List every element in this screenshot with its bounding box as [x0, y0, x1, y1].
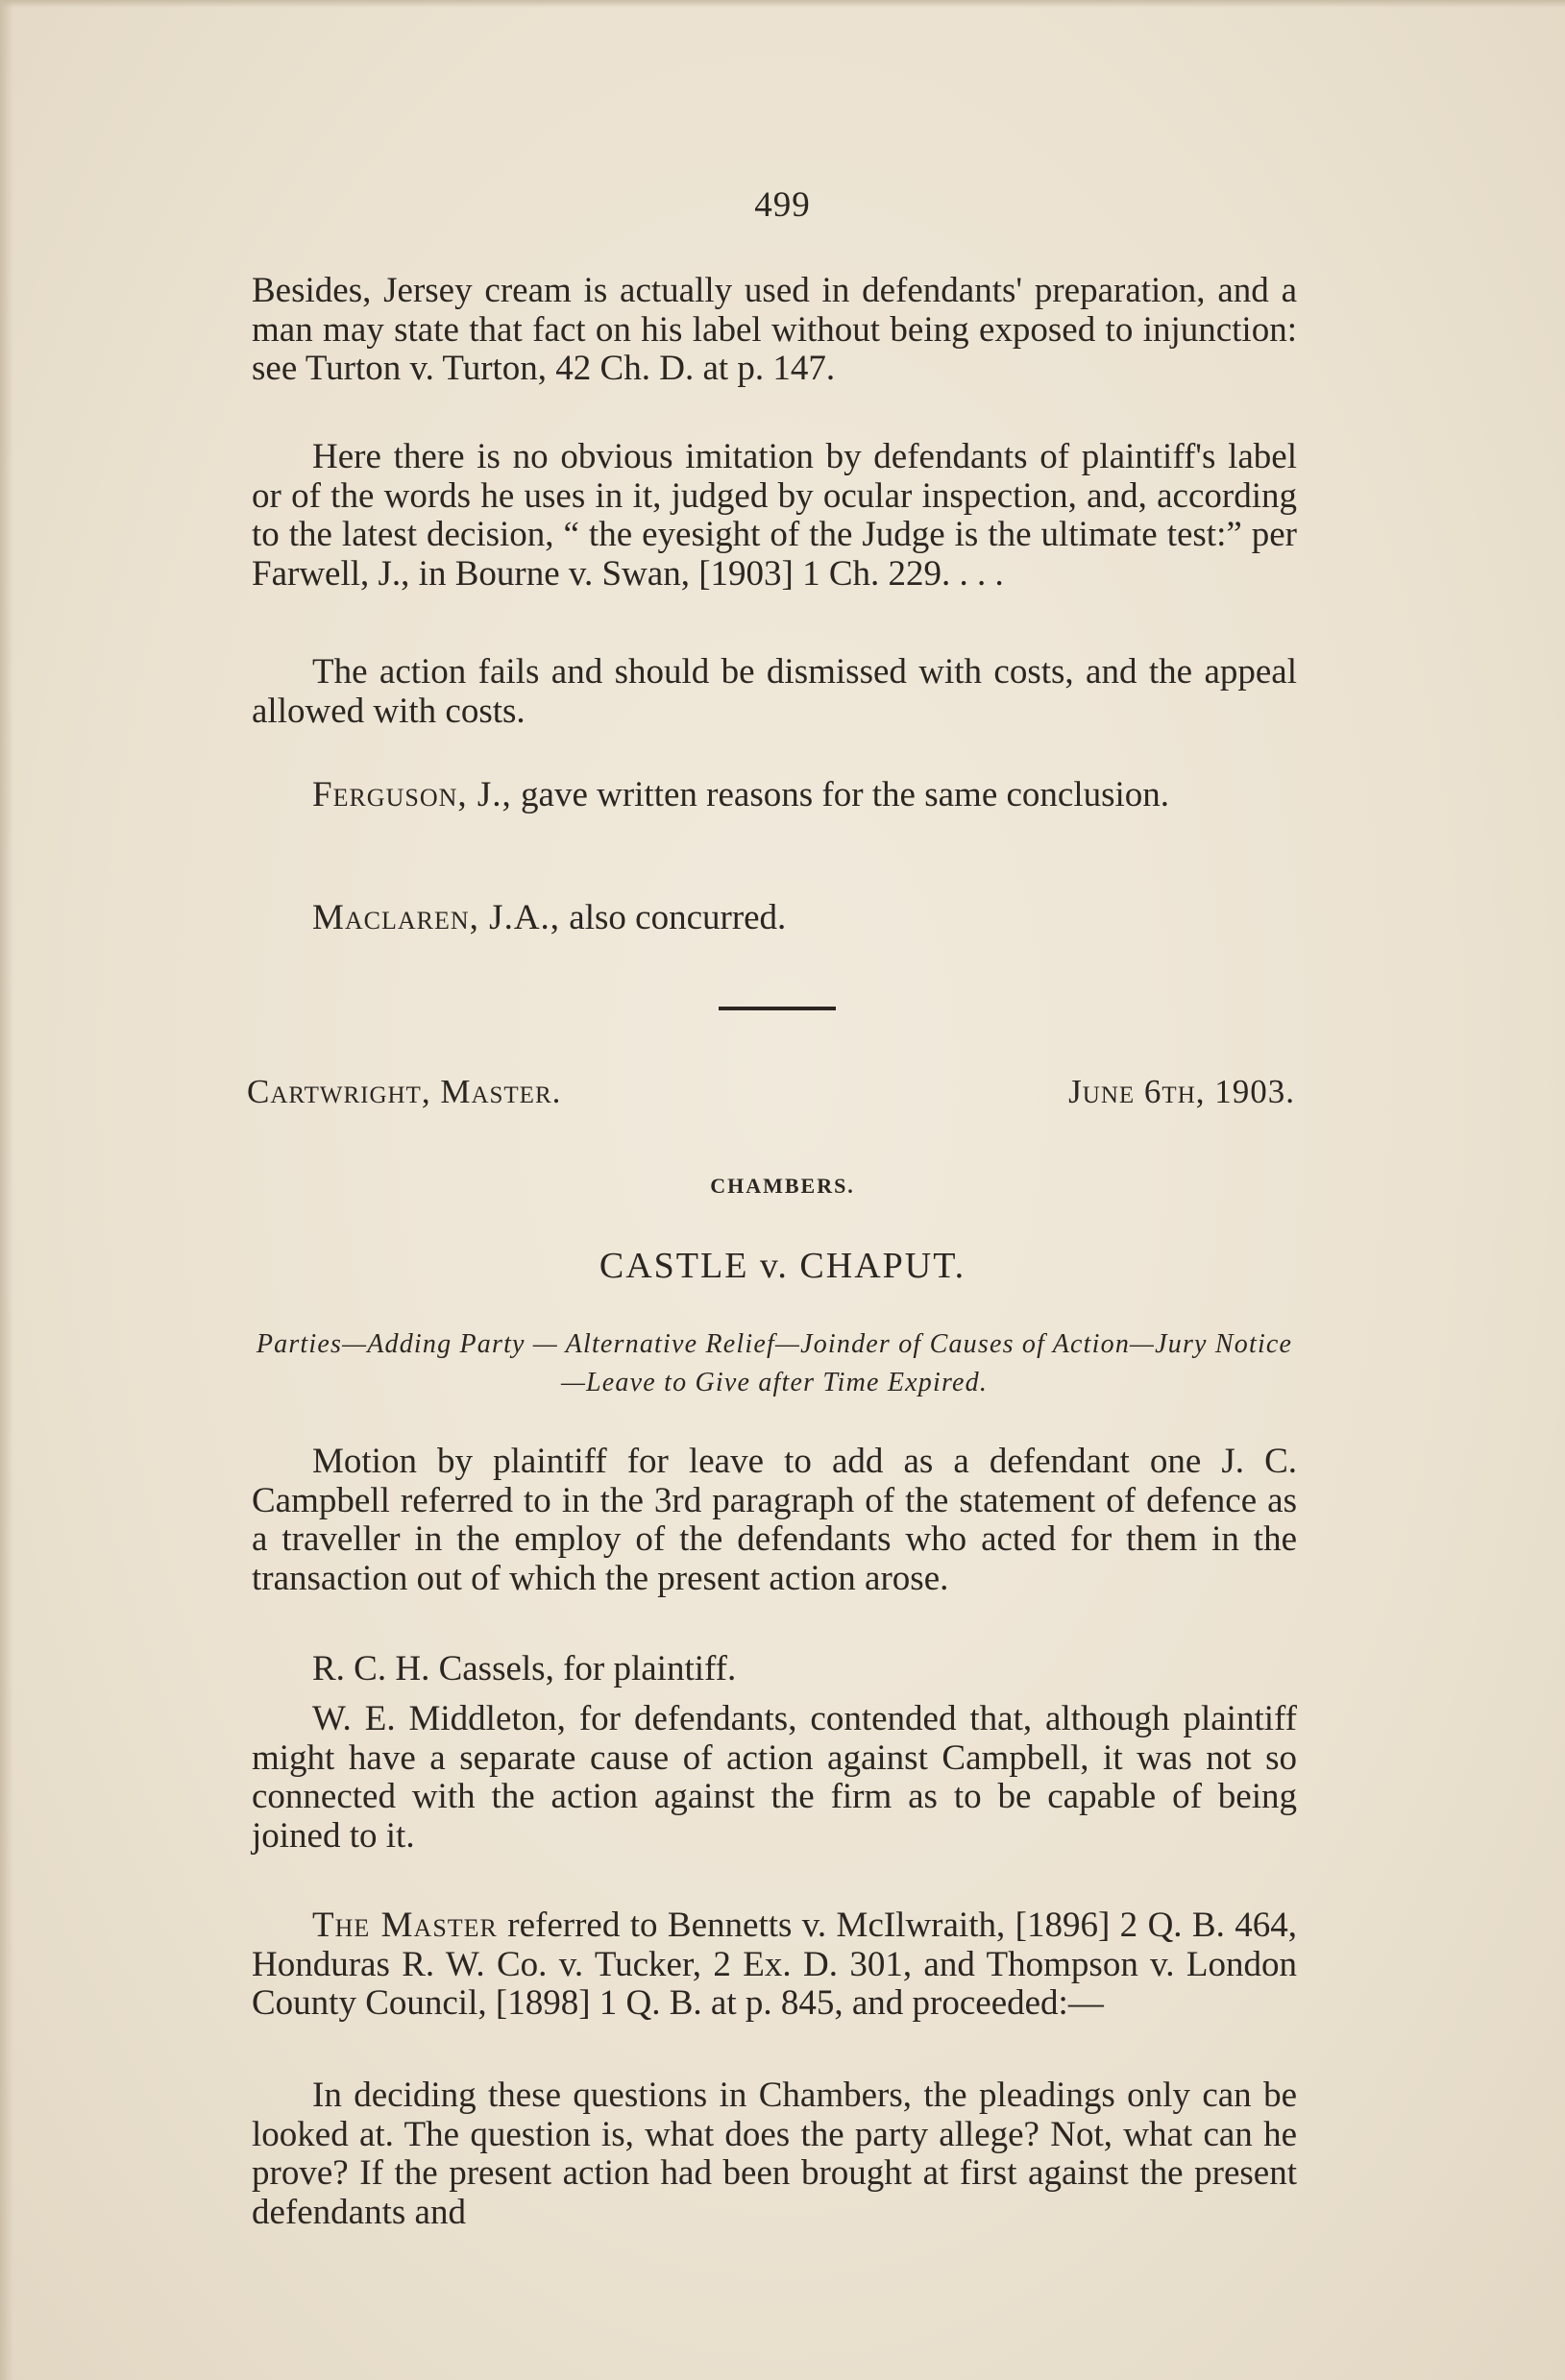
paragraph-ferguson [252, 776, 1297, 815]
court-heading: CHAMBERS. [710, 1174, 855, 1198]
paragraph-counsel-defendants: W. E. Middleton, for defendants, contended that, although plaintiff might have a separate cause of action against Campbell, it was not so connected with the action against the firm as to be capable of being joined to it. [252, 1699, 1297, 1856]
paragraph-motion: Motion by plaintiff for leave to add as a defendant one J. C. Campbell referred to in the 3rd paragraph of the statement of defence as a traveller in the employ of the defendants who acted for them in the transaction out of which the present action arose. [252, 1442, 1297, 1598]
master-referred-text: referred to Bennetts v. McIlwraith, [1896] 2 Q. B. 464, Honduras R. W. Co. v. Tucker, 2 Ex. D. 301, and Thompson v. London County Council, [1898] 1 Q. B. at p. 845, and proceeded:— [252, 1906, 1298, 2023]
maclaren-text: also concurred. [560, 898, 787, 937]
ferguson-text: gave written reasons for the same conclusion. [511, 775, 1170, 814]
top-edge-shadow [0, 0, 1565, 8]
case-title: CASTLE v. CHAPUT. [599, 1246, 966, 1286]
paragraph-counsel-plaintiff: R. C. H. Cassels, for plaintiff. [312, 1649, 737, 1688]
page-number: 499 [754, 185, 811, 225]
section-divider [719, 1007, 836, 1010]
headnote: Parties—Adding Party — Alternative Relief—Joinder of Causes of Action—Jury Notice—Leave to Give after Time Expired. [256, 1329, 1293, 1397]
paragraph-no-imitation: Here there is no obvious imitation by defendants of plaintiff's label or of the words he uses in it, judged by ocular inspection, and, according to the latest decision, “ the eyesight of the Judge is the ultimate test:” per Farwell, J., in Bourne v. Swan, [1903] 1 Ch. 229. . . . [252, 437, 1297, 594]
paragraph-deciding-questions: In deciding these questions in Chambers, the pleadings only can be looked at. The question is, what does the party allege? Not, what can he prove? If the present action had been brought at first against the present defendants and [252, 2076, 1297, 2232]
judge-name-ferguson: Ferguson, J., [312, 775, 512, 814]
judge-name-maclaren: Maclaren, J.A., [312, 898, 561, 937]
case-judge: Cartwright, Master. [247, 1073, 562, 1110]
paragraph-maclaren [252, 899, 1297, 938]
paragraph-jersey-cream: Besides, Jersey cream is actually used in defendants' preparation, and a man may state that fact on his label without being exposed to injunction: see Turton v. Turton, 42 Ch. D. at p. 147. [252, 271, 1297, 388]
case-date: June 6th, 1903. [1068, 1073, 1295, 1110]
paragraph-master-referred [252, 1906, 1297, 2024]
master-name: The Master [312, 1906, 498, 1945]
paragraph-action-fails: The action fails and should be dismissed with costs, and the appeal allowed with costs. [252, 652, 1297, 731]
